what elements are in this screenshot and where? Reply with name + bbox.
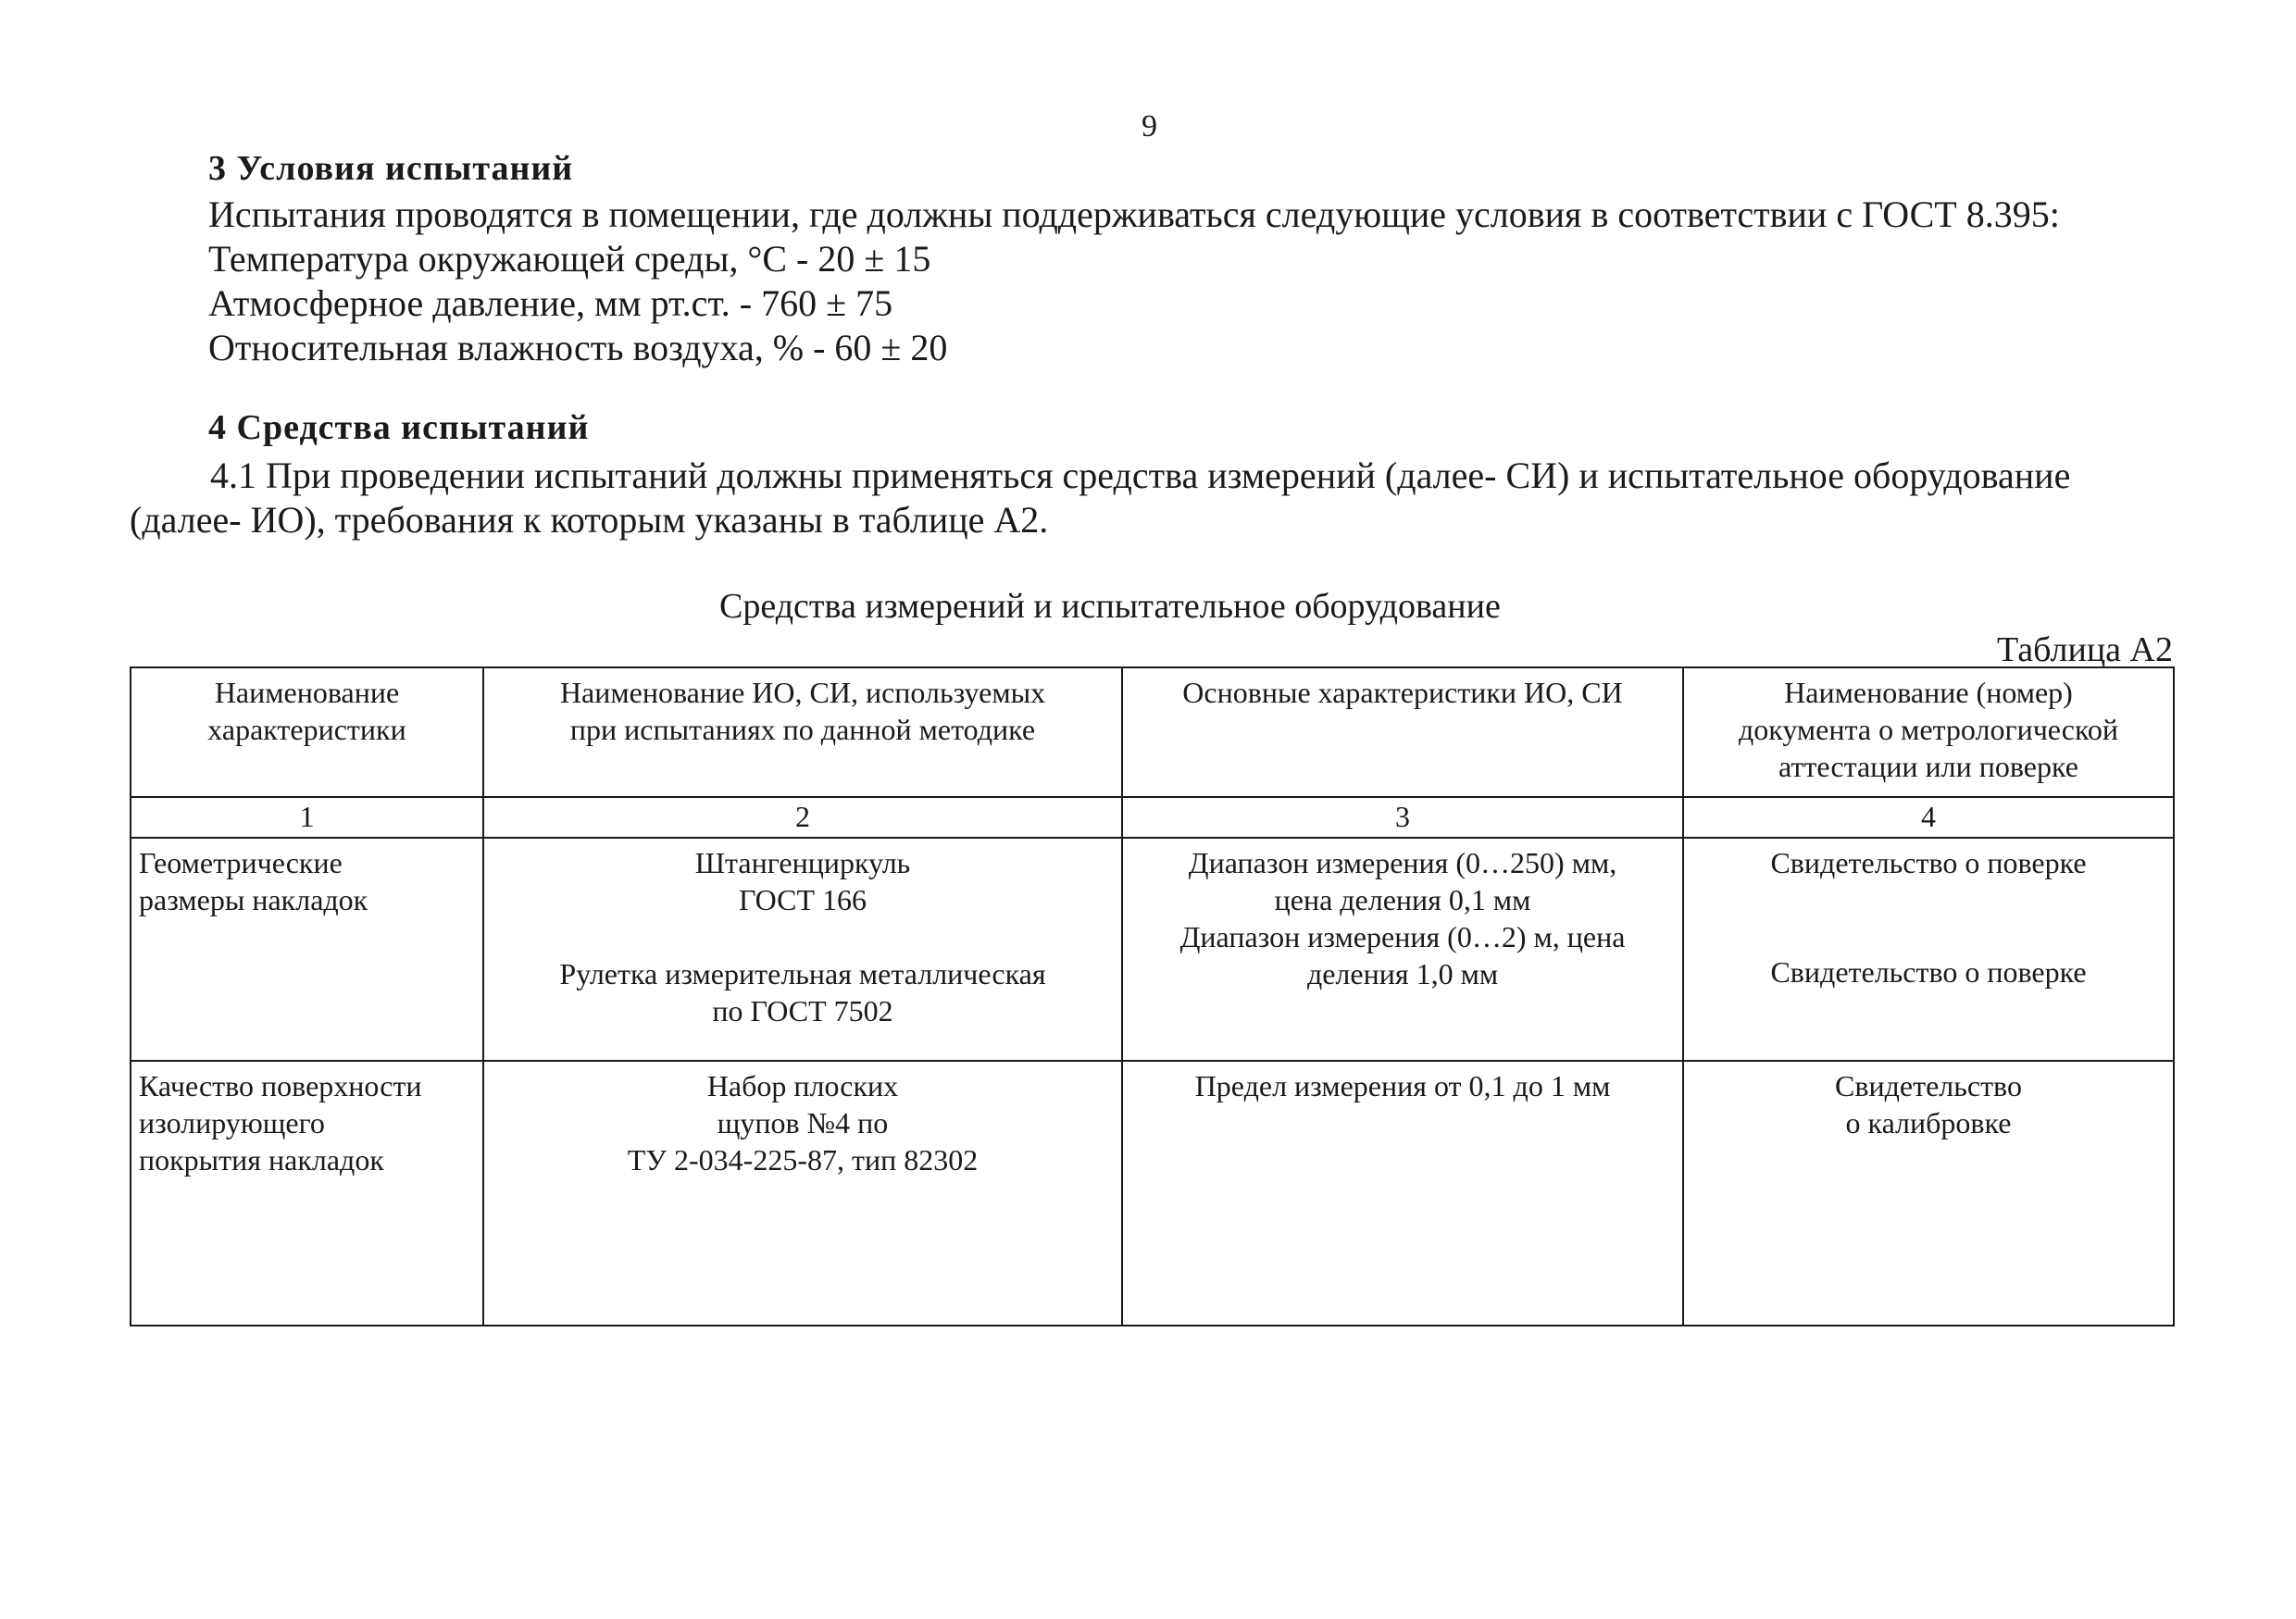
condition-temperature: Температура окружающей среды, °С - 20 ± 15 [208,238,931,280]
column-number: 1 [131,797,483,838]
condition-pressure: Атмосферное давление, мм рт.ст. - 760 ± 75 [208,282,893,324]
cell-characteristic: Геометрические размеры накладок [131,838,483,1061]
table-row [131,838,2174,1061]
section-4-paragraph-line2: (далее- ИО), требования к которым указаны в таблице А2. [130,499,1049,541]
column-number: 3 [1122,797,1683,838]
condition-humidity: Относительная влажность воздуха, % - 60 ± 20 [208,327,948,368]
cell-characteristic: Качество поверхности изолирующего покрытия накладок [131,1061,483,1326]
column-number: 2 [483,797,1122,838]
page-number: 9 [1142,109,1157,143]
header-specs: Основные характеристики ИО, СИ [1122,667,1683,797]
section-4-paragraph-line1: 4.1 При проведении испытаний должны применяться средства измерений (далее- СИ) и испытательное оборудование [210,455,2071,496]
header-document: Наименование (номер) документа о метрологической аттестации или поверке [1683,667,2174,797]
table-caption: Средства измерений и испытательное оборудование [719,587,1501,626]
equipment-table [130,666,2175,1326]
section-3-intro: Испытания проводятся в помещении, где должны поддерживаться следующие условия в соответствии с ГОСТ 8.395: [208,193,2060,235]
section-3-title: 3 Условия испытаний [208,149,574,188]
cell-instrument: Набор плоских щупов №4 по ТУ 2-034-225-87, тип 82302 [483,1061,1122,1326]
header-instrument: Наименование ИО, СИ, используемых при испытаниях по данной методике [483,667,1122,797]
table-row [131,1061,2174,1326]
table-label: Таблица А2 [1997,630,2173,669]
column-number-row [131,797,2174,838]
cell-document: Свидетельство о поверке Свидетельство о поверке [1683,838,2174,1061]
cell-specs: Диапазон измерения (0…250) мм, цена деления 0,1 мм Диапазон измерения (0…2) м, цена деления 1,0 мм [1122,838,1683,1061]
cell-document: Свидетельство о калибровке [1683,1061,2174,1326]
cell-specs: Предел измерения от 0,1 до 1 мм [1122,1061,1683,1326]
table-header-row [131,667,2174,797]
column-number: 4 [1683,797,2174,838]
header-characteristic: Наименование характеристики [131,667,483,797]
cell-instrument: Штангенциркуль ГОСТ 166 Рулетка измерительная металлическая по ГОСТ 7502 [483,838,1122,1061]
section-4-title: 4 Средства испытаний [208,408,590,447]
